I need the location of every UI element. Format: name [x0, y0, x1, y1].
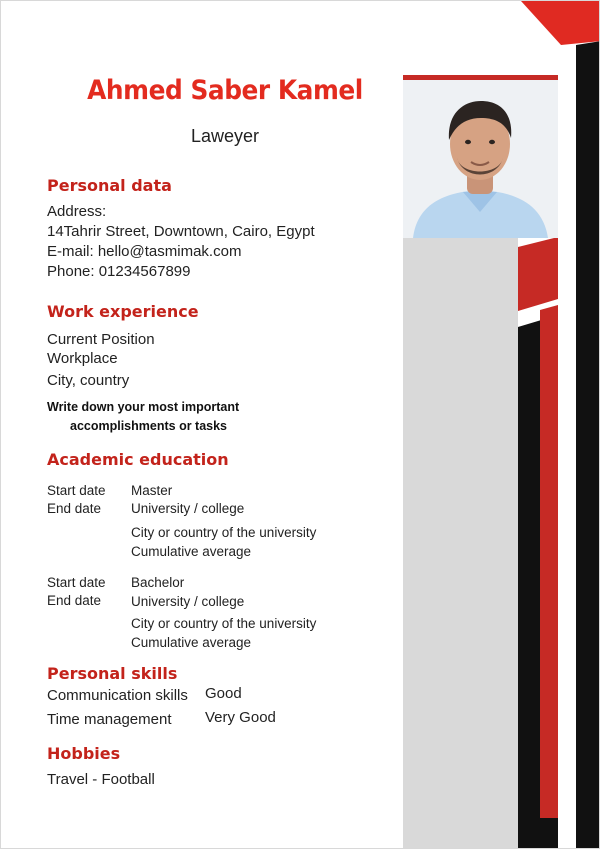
work-location: City, country — [47, 372, 130, 389]
edu-degree: Master — [131, 483, 173, 498]
edu-end-date: End date — [47, 501, 102, 516]
current-position: Current Position — [47, 331, 155, 348]
hobbies-text: Travel - Football — [47, 771, 155, 788]
edu-degree: Bachelor — [131, 575, 185, 590]
skill-name: Time management — [47, 711, 172, 728]
workplace: Workplace — [47, 350, 118, 367]
edu-institution: University / college — [131, 501, 245, 516]
edu-average: Cumulative average — [131, 635, 252, 650]
edu-start-date: Start date — [47, 575, 106, 590]
section-heading-work-experience: Work experience — [47, 302, 199, 321]
edu-institution: University / college — [131, 594, 245, 609]
email-line: E-mail: hello@tasmimak.com — [47, 243, 242, 260]
grey-side-panel — [403, 237, 518, 849]
edu-end-date: End date — [47, 593, 102, 608]
skill-level: Good — [205, 685, 242, 702]
phone-line: Phone: 01234567899 — [47, 263, 191, 280]
job-title: Laweyer — [190, 126, 260, 146]
section-heading-hobbies: Hobbies — [47, 744, 121, 763]
work-note-line-1: Write down your most important — [47, 400, 240, 414]
work-note-line-2: accomplishments or tasks — [70, 419, 228, 433]
section-heading-personal-skills: Personal skills — [47, 664, 178, 683]
edu-city: City or country of the university — [131, 525, 317, 540]
edu-city: City or country of the university — [131, 616, 317, 631]
address-label: Address: — [47, 203, 107, 220]
section-heading-personal-data: Personal data — [47, 176, 172, 195]
edu-average: Cumulative average — [131, 544, 252, 559]
person-portrait-icon — [403, 80, 558, 238]
candidate-name: Ahmed Saber Kamel — [87, 75, 363, 106]
section-heading-academic-education: Academic education — [47, 450, 229, 469]
address-value: 14Tahrir Street, Downtown, Cairo, Egypt — [47, 223, 315, 240]
profile-photo — [403, 80, 558, 238]
skill-level: Very Good — [205, 709, 276, 726]
skill-name: Communication skills — [47, 687, 188, 704]
edu-start-date: Start date — [47, 483, 106, 498]
